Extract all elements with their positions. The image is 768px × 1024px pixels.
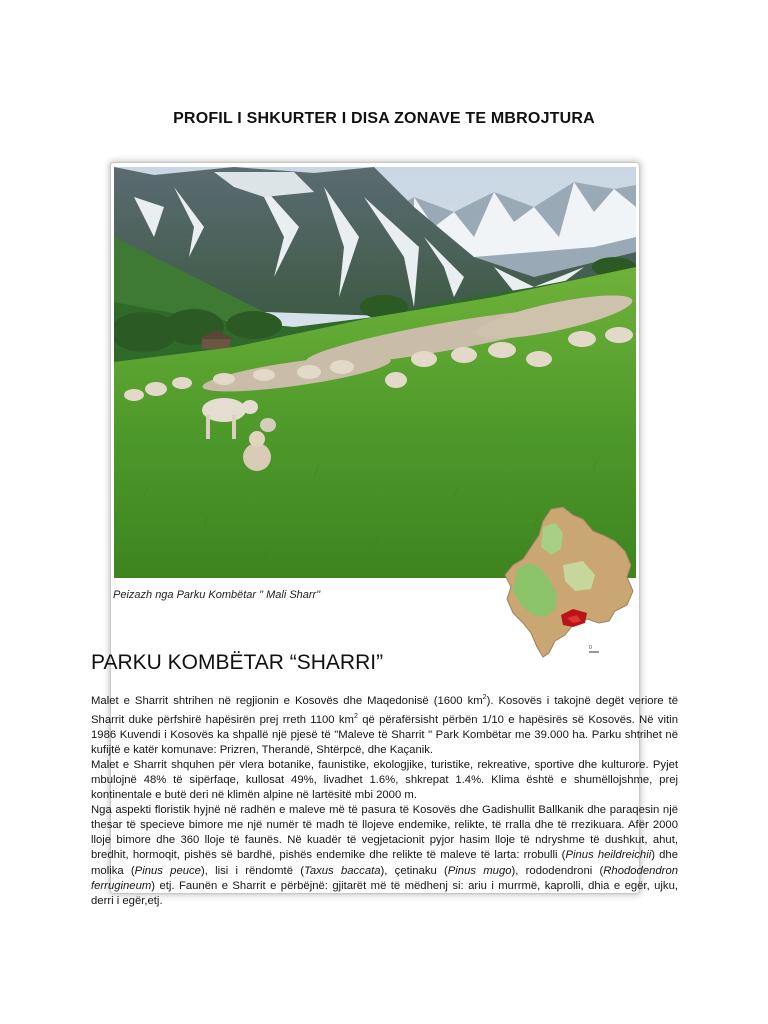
body-text [91, 690, 678, 909]
species-name: Rhododendron ferrugineum [91, 864, 679, 892]
map-scale-label: 0 [589, 645, 592, 651]
page-title: PROFIL I SHKURTER I DISA ZONAVE TE MBROJTURA [173, 110, 595, 127]
paragraph-3: Nga aspekti floristik hyjnë në radhën e maleve më të pasura të Kosovës dhe Gadishullit Ballkanik dhe paraqesin një thesar të specieve bimore me një numër të madh të llojeve endemike, relikte, të rralla dhe të rrezikuara. Afër 2000 lloje bimore dhe 360 lloje të faunës. Në kuadër të vegjetacionit pyjor hasim lloje të ndryshme të dushkut, ahut, bredhit, hormoqit, pishës së bardhë, pishës endemike dhe relikte të maleve të larta: rrobulli (Pinus heildreichii) dhe molika (Pinus peuce), lisi i rëndomtë (Taxus baccata), çetinaku (Pinus mugo), rododendroni (Rhododendron ferrugineum) etj. Faunën e Sharrit e përbëjnë: gjitarët më të mëdhenj si: ariu i murrmë, kaprolli, dhia e egër, ujku, derri i egër,etj. [91, 804, 679, 907]
species-name: Pinus heildreichii [565, 849, 652, 862]
section-heading: PARKU KOMBËTAR “SHARRI” [91, 651, 384, 674]
paragraph-2: Malet e Sharrit shquhen për vlera botanike, faunistike, ekologjike, turistike, rekreative, sportive dhe kulturore. Pyjet mbulojnë 48% të sipërfaqe, kullosat 49%, livadhet 1.6%, shkrepat 1.4%. Klima është e shumëllojshme, prej kontinentale e butë deri në klimën alpine në lartësitë mbi 2000 m. [91, 758, 678, 802]
species-name: Pinus peuce [134, 864, 201, 877]
photo-caption: Peizazh nga Parku Kombëtar " Mali Sharr" [113, 589, 321, 601]
kosovo-relief-map [503, 505, 635, 665]
paragraph-1: Malet e Sharrit shtrihen në regjionin e Kosovës dhe Maqedonisë (1600 $km^2$). Kosovës i takojnë degët veriore të Sharrit duke përfshirë hapësirën prej rreth 1100 $km^2$ që përafërsisht përbën 1/10 e hapësirës së Kosovës. Në vitin 1986 Kuvendi i Kosovës ka shpallë një pjesë të "Maleve të Sharrit " Park Kombëtar me 39.000 ha. Parku shtrihet në kufijtë e katër komunave: Prizren, Therandë, Shtërpcë, dhe Kaçanik. [91, 694, 678, 756]
species-name: Pinus mugo [447, 864, 512, 877]
species-name: Taxus baccata [303, 864, 381, 877]
